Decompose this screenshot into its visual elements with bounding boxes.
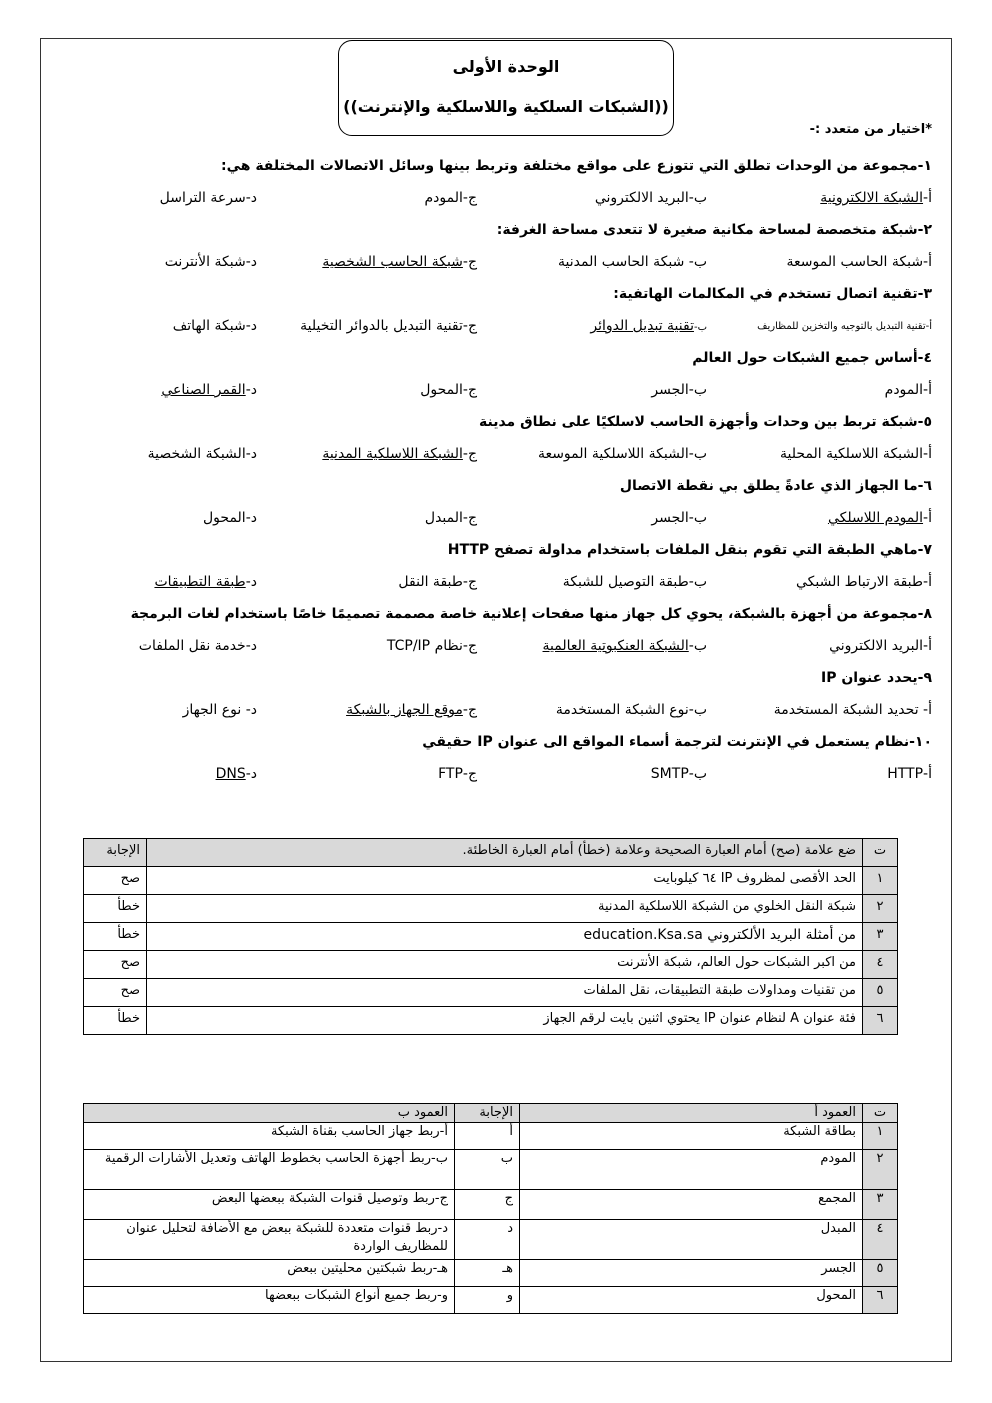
row-answer: أ xyxy=(455,1123,520,1150)
row-column-b: ج-ربط وتوصيل قنوات الشبكة ببعضها البعض xyxy=(84,1190,455,1220)
row-number: ٥ xyxy=(863,979,898,1007)
header-answer: الإجابة xyxy=(84,839,147,867)
option-8b: ب-الشبكة العنكبوتية العالمية xyxy=(542,638,707,654)
row-column-a: المودم xyxy=(520,1150,863,1190)
option-2c: ج-شبكة الحاسب الشخصية xyxy=(322,254,477,270)
row-column-a: المجمع xyxy=(520,1190,863,1220)
question-10: ١٠-نظام يستعمل في الإنترنت لترجمة أسماء المواقع الى عنوان IP حقيقي xyxy=(422,734,932,750)
true-false-table xyxy=(83,838,898,1035)
option-9a: أ- تحديد الشبكة المستخدمة xyxy=(773,702,932,718)
option-1c: ج-المودم xyxy=(424,190,477,206)
option-7a: أ-طبقة الارتباط الشبكي xyxy=(795,574,932,590)
row-number: ٢ xyxy=(863,895,898,923)
header-column-b: العمود ب xyxy=(84,1104,455,1123)
option-9c: ج-موقع الجهاز بالشبكة xyxy=(346,702,477,718)
row-answer: خطأ xyxy=(84,923,147,951)
row-column-a: بطاقة الشبكة xyxy=(520,1123,863,1150)
table-header-row xyxy=(84,1104,898,1123)
table-row xyxy=(84,1260,898,1287)
option-3c: ج-تقنية التبديل بالدوائر التخيلية xyxy=(300,318,477,334)
row-answer: ج xyxy=(455,1190,520,1220)
question-2: ٢-شبكة متخصصة لمساحة مكانية صغيرة لا تتعدى مساحة الغرفة: xyxy=(496,222,932,238)
option-10d: د-DNS xyxy=(215,766,257,782)
row-statement: من تقنيات ومداولات طبقة التطبيقات، نقل الملفات xyxy=(147,979,863,1007)
header-answer: الإجابة xyxy=(455,1104,520,1123)
option-10b: ب-SMTP xyxy=(650,766,707,782)
row-number: ٦ xyxy=(863,1007,898,1035)
option-7c: ج-طبقة النقل xyxy=(398,574,477,590)
row-number: ٣ xyxy=(863,923,898,951)
row-answer: صح xyxy=(84,951,147,979)
row-answer: د xyxy=(455,1220,520,1260)
unit-title: الوحدة الأولى xyxy=(452,57,560,76)
option-10a: أ-HTTP xyxy=(887,766,932,782)
option-6b: ب-الجسر xyxy=(651,510,707,526)
option-5c: ج-الشبكة اللاسلكية المدنية xyxy=(322,446,477,462)
option-9b: ب-نوع الشبكة المستخدمة xyxy=(555,702,707,718)
question-5: ٥-شبكة تربط بين وحدات وأجهزة الحاسب لاسلكيًا على نطاق مدينة xyxy=(478,414,932,430)
row-number: ٢ xyxy=(863,1150,898,1190)
header-column-a: العمود أ xyxy=(520,1104,863,1123)
option-6d: د-المحول xyxy=(203,510,257,526)
row-column-a: المحول xyxy=(520,1287,863,1314)
row-number: ١ xyxy=(863,867,898,895)
unit-subtitle: ((الشبكات السلكية واللاسلكية والإنترنت)) xyxy=(343,97,669,116)
row-column-b: د-ربط قنوات متعددة للشبكة ببعض مع الأضافة لتحليل عنوان للمظاريف الواردة xyxy=(84,1220,455,1260)
option-2d: د-شبكة الأنترنت xyxy=(164,254,257,270)
table-row xyxy=(84,1123,898,1150)
question-7: ٧-ماهي الطبقة التي تقوم بنقل الملفات باستخدام مداولة تصفح HTTP xyxy=(447,542,932,558)
row-column-b: هـ-ربط شبكتين محليتين ببعض xyxy=(84,1260,455,1287)
table-row xyxy=(84,1190,898,1220)
row-answer: و xyxy=(455,1287,520,1314)
option-7d: د-طبقة التطبيقات xyxy=(154,574,257,590)
table-row xyxy=(84,923,898,951)
row-answer: هـ xyxy=(455,1260,520,1287)
option-6a: أ-المودم اللاسلكي xyxy=(827,510,932,526)
row-number: ٦ xyxy=(863,1287,898,1314)
row-answer: ب xyxy=(455,1150,520,1190)
option-8d: د-خدمة نقل الملفات xyxy=(138,638,257,654)
row-number: ٤ xyxy=(863,1220,898,1260)
option-10c: ج-FTP xyxy=(438,766,477,782)
row-column-b: و-ربط جميع أنواع الشبكات ببعضها xyxy=(84,1287,455,1314)
question-9: ٩-يحدد عنوان IP xyxy=(820,670,932,686)
row-answer: صح xyxy=(84,867,147,895)
table-row xyxy=(84,1007,898,1035)
table-row xyxy=(84,979,898,1007)
option-3b: ب-تقنية تبديل الدوائر xyxy=(590,318,707,334)
option-1d: د-سرعة التراسل xyxy=(159,190,257,206)
question-4: ٤-أساس جميع الشبكات حول العالم xyxy=(692,350,932,366)
row-column-b: ب-ربط أجهزة الحاسب بخطوط الهاتف وتعديل الأشارات الرقمية xyxy=(84,1150,455,1190)
header-number: ت xyxy=(863,1104,898,1123)
option-9d: د- نوع الجهاز xyxy=(182,702,257,718)
row-number: ٥ xyxy=(863,1260,898,1287)
table-row xyxy=(84,1287,898,1314)
option-6c: ج-المبدل xyxy=(424,510,477,526)
question-1: ١-مجموعة من الوحدات تطلق التي تتوزع على مواقع مختلفة وتربط بينها وسائل الاتصالات المختلفة هي: xyxy=(220,158,932,174)
option-1a: أ-الشبكة الالكترونية xyxy=(820,190,932,206)
table-header-row xyxy=(84,839,898,867)
row-answer: خطأ xyxy=(84,1007,147,1035)
row-column-a: المبدل xyxy=(520,1220,863,1260)
row-answer: خطأ xyxy=(84,895,147,923)
row-statement: من اكبر الشبكات حول العالم، شبكة الأنترنت xyxy=(147,951,863,979)
option-1b: ب-البريد الالكتروني xyxy=(594,190,707,206)
option-8c: ج-نظام TCP/IP xyxy=(386,638,477,654)
row-statement: فئة عنوان A لنظام عنوان IP يحتوي اثنين بايت لرقم الجهاز xyxy=(147,1007,863,1035)
question-3: ٣-تقنية اتصال تستخدم في المكالمات الهاتفية: xyxy=(613,286,932,302)
option-5a: أ-الشبكة اللاسلكية المحلية xyxy=(780,446,932,462)
option-2b: ب- شبكة الحاسب المدنية xyxy=(558,254,707,270)
option-3a: أ-تقنية التبديل بالتوجيه والتخزين للمظاريف xyxy=(757,321,932,332)
table-row xyxy=(84,867,898,895)
table-row xyxy=(84,1150,898,1190)
row-number: ٤ xyxy=(863,951,898,979)
question-6: ٦-ما الجهاز الذي عادةً يطلق بي نقطة الاتصال xyxy=(619,478,932,494)
option-4c: ج-المحول xyxy=(420,382,477,398)
option-8a: أ-البريد الالكتروني xyxy=(829,638,932,654)
table-row xyxy=(84,1220,898,1260)
question-8: ٨-مجموعة من أجهزة بالشبكة، يحوي كل جهاز منها صفحات إعلانية خاصة مصممة تصميمًا خاصًا باستخدام لغات البرمجة xyxy=(130,606,932,622)
row-statement: الحد الأقصى لمظروف IP ٦٤ كيلوبايت xyxy=(147,867,863,895)
row-number: ٣ xyxy=(863,1190,898,1220)
header-statement: ضع علامة (صح) أمام العبارة الصحيحة وعلامة (خطأ) أمام العبارة الخاطئة. xyxy=(147,839,863,867)
option-4d: د-القمر الصناعي xyxy=(161,382,257,398)
row-answer: صح xyxy=(84,979,147,1007)
option-4b: ب-الجسر xyxy=(651,382,707,398)
row-statement: شبكة النقل الخلوي من الشبكة اللاسلكية المدنية xyxy=(147,895,863,923)
option-3d: د-شبكة الهاتف xyxy=(172,318,257,334)
matching-table xyxy=(83,1103,898,1314)
title-box xyxy=(338,40,674,136)
header-number: ت xyxy=(863,839,898,867)
section-instructions: *اختيار من متعدد :- xyxy=(809,122,932,137)
row-column-b: أ-ربط جهاز الحاسب بقناة الشبكة xyxy=(84,1123,455,1150)
row-column-a: الجسر xyxy=(520,1260,863,1287)
table-row xyxy=(84,951,898,979)
table-row xyxy=(84,895,898,923)
option-7b: ب-طبقة التوصيل للشبكة xyxy=(562,574,707,590)
row-statement: من أمثلة البريد الألكتروني education.Ksa.sa xyxy=(147,923,863,951)
row-number: ١ xyxy=(863,1123,898,1150)
option-2a: أ-شبكة الحاسب الموسعة xyxy=(786,254,932,270)
option-5d: د-الشبكة الشخصية xyxy=(147,446,257,462)
option-5b: ب-الشبكة اللاسلكية الموسعة xyxy=(537,446,707,462)
option-4a: أ-المودم xyxy=(884,382,932,398)
